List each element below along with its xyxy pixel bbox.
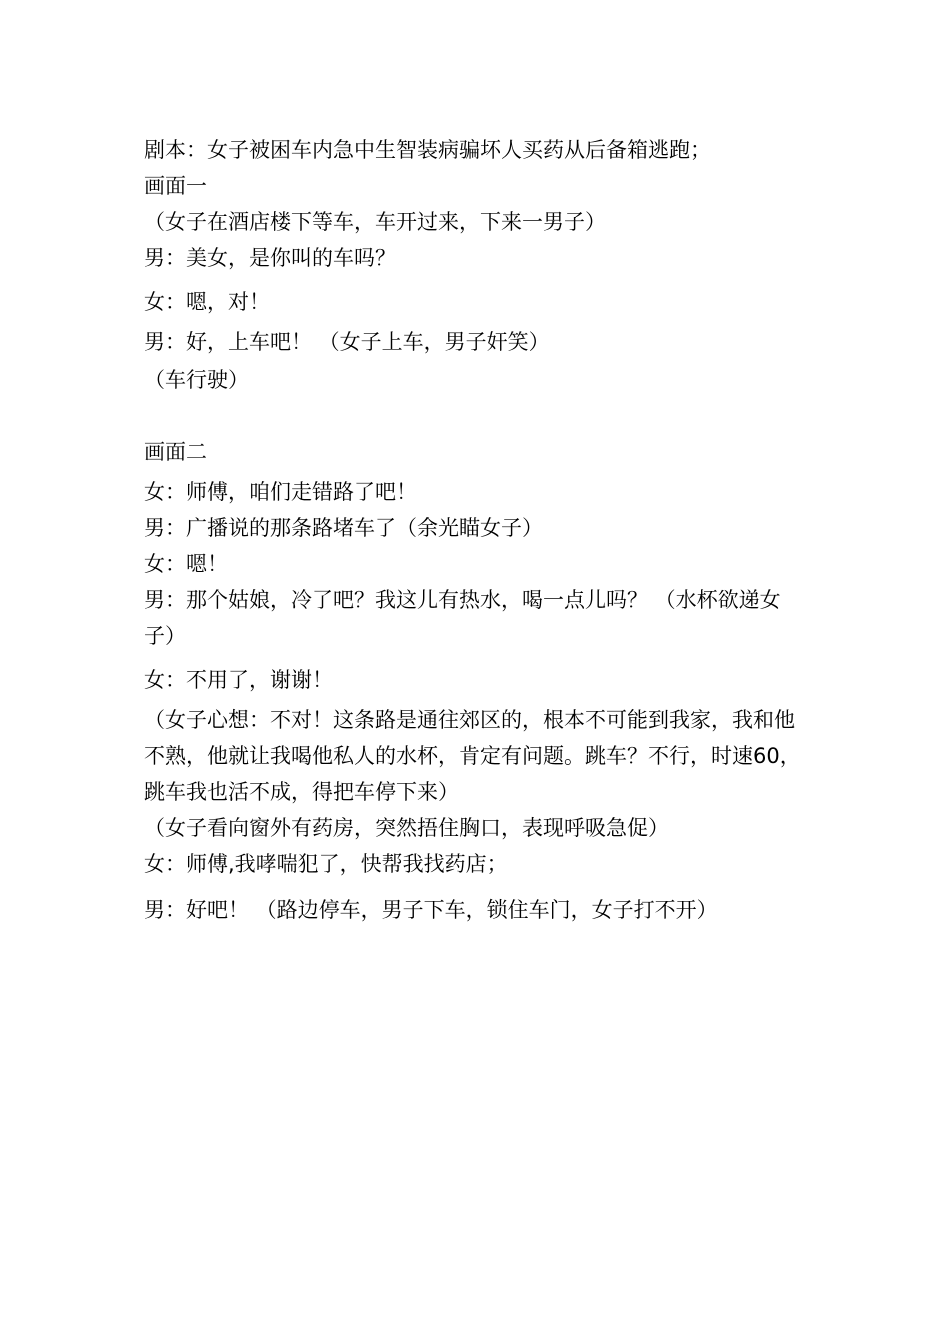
- dialogue-line: 男：好，上车吧！ （女子上车，男子奸笑）: [144, 330, 550, 354]
- dialogue-line: 女：师傅，咱们走错路了吧！: [144, 480, 417, 504]
- dialogue-line: 女：嗯，对！: [144, 290, 270, 314]
- dialogue-line: 女：不用了，谢谢！: [144, 668, 333, 692]
- dialogue-line: 男：那个姑娘，冷了吧？我这儿有热水，喝一点儿吗？ （水杯欲递女子）: [144, 588, 781, 648]
- dialogue-line: 男：广播说的那条路堵车了（余光瞄女子）: [144, 516, 543, 540]
- scene-one-heading: 画面一: [144, 174, 207, 198]
- stage-direction: （女子心想：不对！这条路是通往郊区的，根本不可能到我家，我和他不熟，他就让我喝他私人的水杯，肯定有问题。跳车？不行，时速60，跳车我也活不成，得把车停下来）: [144, 708, 801, 804]
- dialogue-line: 女：嗯！: [144, 552, 228, 576]
- script-title: 剧本：女子被困车内急中生智装病骗坏人买药从后备箱逃跑；: [144, 138, 711, 162]
- dialogue-line: 男：好吧！ （路边停车，男子下车，锁住车门，女子打不开）: [144, 898, 718, 922]
- stage-direction: （女子在酒店楼下等车，车开过来，下来一男子）: [144, 210, 606, 234]
- stage-direction: （车行驶）: [144, 368, 249, 392]
- stage-direction: （女子看向窗外有药房，突然捂住胸口，表现呼吸急促）: [144, 816, 669, 840]
- dialogue-line: 女：师傅,我哮喘犯了，快帮我找药店；: [144, 852, 508, 876]
- scene-two-heading: 画面二: [144, 440, 207, 464]
- dialogue-line: 男：美女，是你叫的车吗？: [144, 246, 396, 270]
